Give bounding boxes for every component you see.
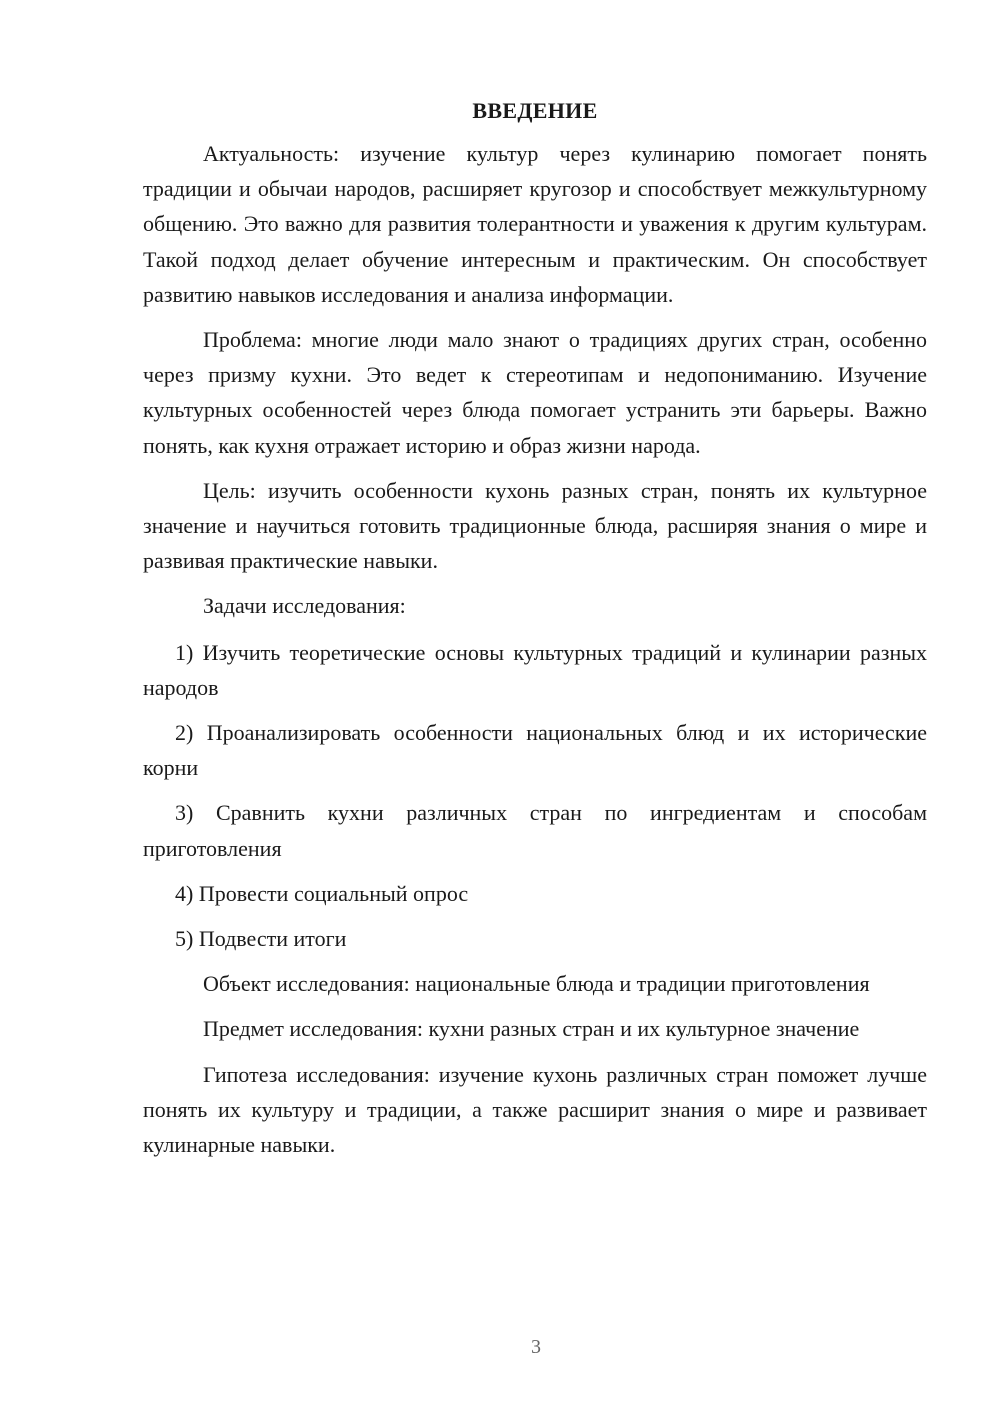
list-item: 3) Сравнить кухни различных стран по ингредиентам и способам приготовления xyxy=(143,800,927,861)
paragraph-subject: Предмет исследования: кухни разных стран и их культурное значение xyxy=(203,1016,860,1042)
list-item: 4) Провести социальный опрос xyxy=(175,880,469,906)
paragraph-object: Объект исследования: национальные блюда и традиции приготовления xyxy=(203,971,870,997)
paragraph-problem: Проблема: многие люди мало знают о традициях других стран, особенно через призму кухни. Это ведет к стереотипам и недопониманию. Изучение культурных особенностей через блюда помогает устранить эти барьеры. Важно понять, как кухня отражает историю и образ жизни народа. xyxy=(143,327,927,458)
tasks-heading: Задачи исследования: xyxy=(203,593,406,619)
list-item: 1) Изучить теоретические основы культурных традиций и кулинарии разных народов xyxy=(143,639,927,700)
page-content xyxy=(143,95,927,1172)
paragraph-relevance: Актуальность: изучение культур через кулинарию помогает понять традиции и обычаи народов, расширяет кругозор и способствует межкультурному общению. Это важно для развития толерантности и уважения к другим культурам. Такой подход делает обучение интересным и практическим. Он способствует развитию навыков исследования и анализа информации. xyxy=(143,141,927,307)
list-item: 5) Подвести итоги xyxy=(175,926,347,952)
list-item: 2) Проанализировать особенности национальных блюд и их исторические корни xyxy=(143,720,927,781)
paragraph-goal: Цель: изучить особенности кухонь разных стран, понять их культурное значение и научиться готовить традиционные блюда, расширяя знания о мире и развивая практические навыки. xyxy=(143,477,927,574)
tasks-list xyxy=(143,635,927,957)
page-title: ВВЕДЕНИЕ xyxy=(472,98,598,123)
paragraph-hypothesis: Гипотеза исследования: изучение кухонь различных стран поможет лучше понять их культуру и традиции, а также расширит знания о мире и развивает кулинарные навыки. xyxy=(143,1061,927,1158)
page-number: 3 xyxy=(531,1336,541,1358)
